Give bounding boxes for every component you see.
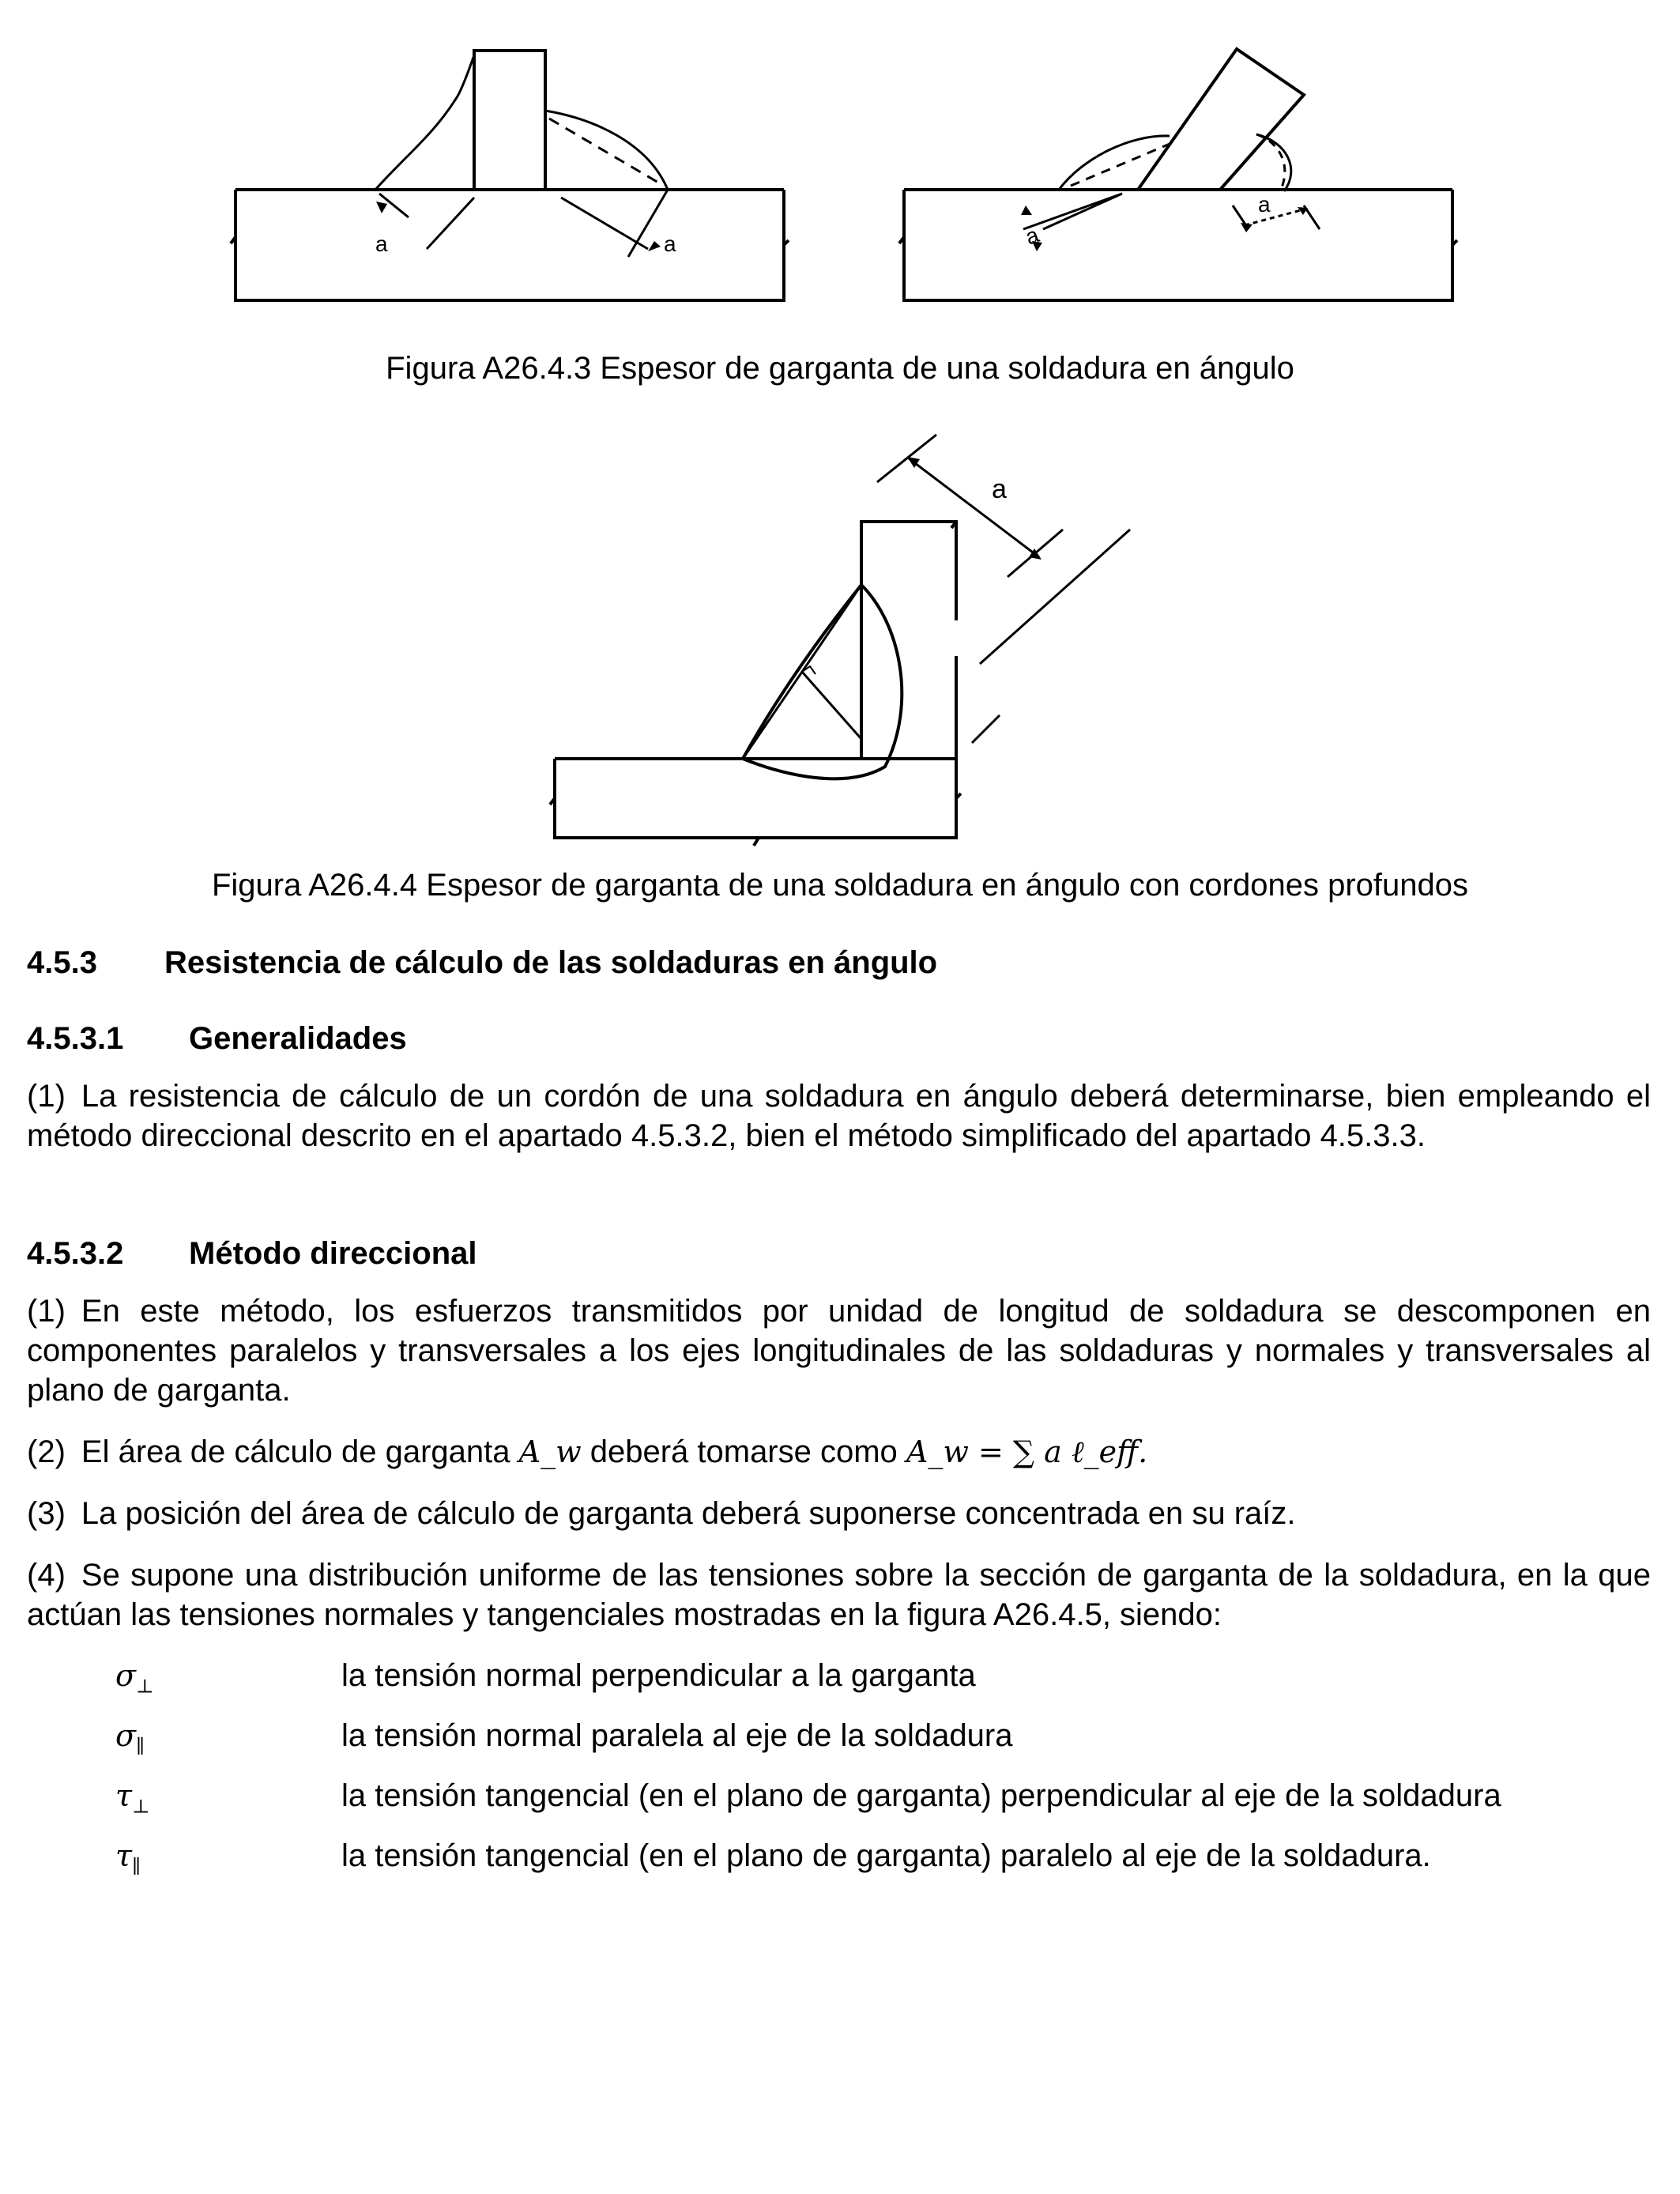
paragraph-4-5-3-2-4: [27, 1555, 1651, 1634]
paragraph-text: El área de cálculo de garganta: [81, 1434, 510, 1469]
section-number: 4.5.3.1: [27, 1021, 124, 1056]
paragraph-number: (3): [27, 1496, 66, 1531]
section-title: Generalidades: [189, 1021, 407, 1056]
paragraph-text: Se supone una distribución uniforme de las tensiones sobre la sección de garganta de la soldadura, en la que actúan las tensiones normales y tangenciales mostradas en la figura A26.4.5, siendo:: [27, 1558, 1651, 1632]
definition-sigma-perp: [0, 1657, 1680, 1698]
heading-4-5-3: [27, 944, 937, 982]
definition-text: la tensión normal paralela al eje de la soldadura: [341, 1718, 1013, 1753]
figure-caption-a26-4-4: Figura A26.4.4 Espesor de garganta de una soldadura en ángulo con cordones profundos: [211, 868, 1469, 903]
definition-text: la tensión tangencial (en el plano de garganta) paralelo al eje de la soldadura.: [341, 1838, 1431, 1873]
section-number: 4.5.3: [27, 945, 97, 980]
figure-tee-weld-vertical: [221, 40, 806, 308]
heading-4-5-3-1: [27, 1020, 407, 1057]
section-title: Resistencia de cálculo de las soldaduras en ángulo: [164, 945, 938, 980]
paragraph-4-5-3-2-2: [27, 1432, 1651, 1472]
definition-sigma-parallel: [0, 1717, 1680, 1758]
definition-text: la tensión tangencial (en el plano de garganta) perpendicular al eje de la soldadura: [341, 1778, 1501, 1813]
paragraph-4-5-3-1-1: [27, 1076, 1651, 1155]
fig2-throat-label-left: a: [1022, 222, 1042, 250]
formula-throat-area-symbol: A_w: [518, 1434, 582, 1469]
fig2-throat-label-right: a: [1258, 192, 1271, 217]
definition-symbol: $\tau_\parallel$: [115, 1838, 141, 1878]
heading-4-5-3-2: [27, 1235, 477, 1272]
figure-tee-weld-inclined: [893, 40, 1478, 308]
definition-symbol: $\sigma_\parallel$: [115, 1718, 145, 1758]
definition-tau-parallel: [0, 1837, 1680, 1878]
paragraph-number: (1): [27, 1294, 66, 1329]
section-number: 4.5.3.2: [27, 1236, 124, 1271]
fig1-throat-label-right: a: [664, 232, 676, 256]
paragraph-number: (2): [27, 1434, 66, 1469]
definition-text: la tensión normal perpendicular a la garganta: [341, 1658, 976, 1693]
paragraph-text: La posición del área de cálculo de garganta deberá suponerse concentrada en su raíz.: [81, 1496, 1296, 1531]
formula-throat-area: A_w = ∑ a ℓ_eff.: [906, 1434, 1148, 1469]
paragraph-text: La resistencia de cálculo de un cordón de una soldadura en ángulo deberá determinarse, bien empleando el método direccional descrito en el apartado 4.5.3.2, bien el método simplificado del apartado 4.5.3.3.: [27, 1079, 1651, 1153]
definition-symbol: $\sigma_\perp$: [115, 1658, 154, 1698]
fig3-throat-label: a: [992, 474, 1007, 504]
definition-tau-perp: [0, 1777, 1680, 1818]
figure-deep-penetration-weld: [545, 427, 1146, 854]
figure-caption-a26-4-3: Figura A26.4.3 Espesor de garganta de una soldadura en ángulo: [386, 351, 1294, 386]
section-title: Método direccional: [189, 1236, 477, 1271]
paragraph-text: deberá tomarse como: [590, 1434, 898, 1469]
fig1-throat-label-left: a: [375, 232, 388, 256]
paragraph-text: En este método, los esfuerzos transmitidos por unidad de longitud de soldadura se descomponen en componentes paralelos y transversales a los ejes longitudinales de las soldaduras y normales y transversales al plano de garganta.: [27, 1294, 1651, 1408]
paragraph-4-5-3-2-1: [27, 1291, 1651, 1410]
paragraph-4-5-3-2-3: [27, 1494, 1651, 1533]
paragraph-number: (1): [27, 1079, 66, 1114]
paragraph-number: (4): [27, 1558, 66, 1593]
definition-symbol: $\tau_\perp$: [115, 1778, 150, 1818]
